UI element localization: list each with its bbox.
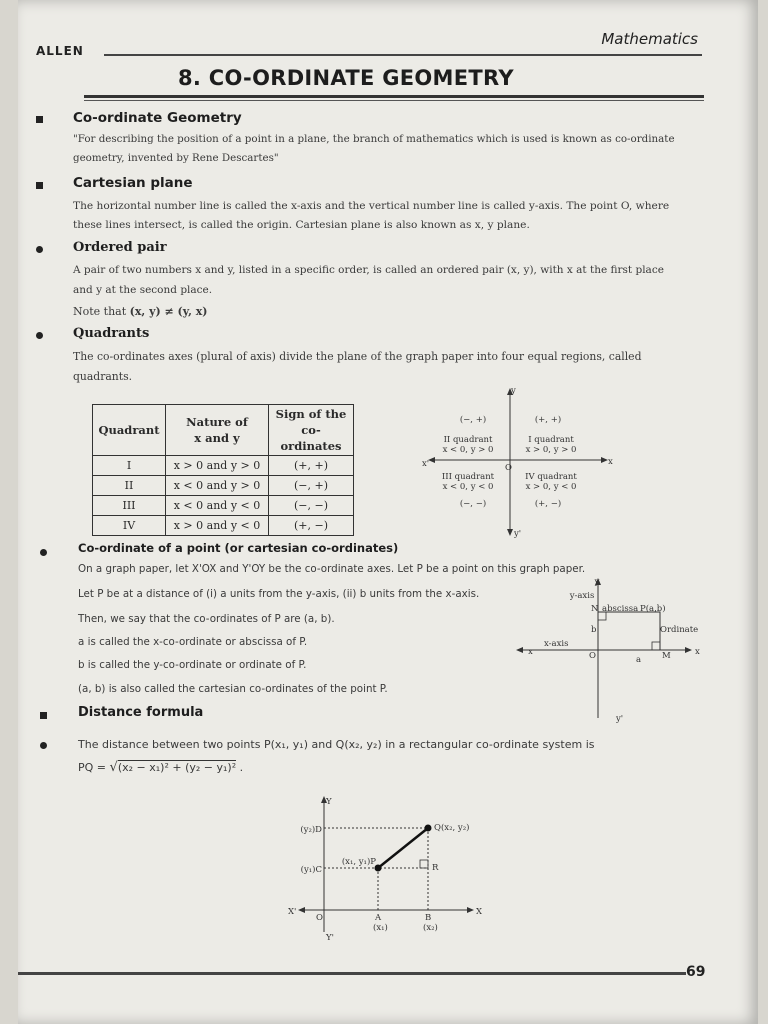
label-x-right: x (695, 647, 700, 657)
label-b-sub: (x₂) (423, 923, 438, 933)
quadrant-table (92, 404, 354, 536)
round-bullet-icon (40, 549, 47, 556)
label-ordinate: Ordinate (660, 625, 699, 635)
heading-ordered-pair: Ordered pair (73, 240, 167, 255)
q2-name: II quadrant (443, 435, 493, 445)
q1-cond: x > 0, y > 0 (525, 445, 577, 455)
label-b: b (591, 625, 597, 635)
cartesian-text-2: these lines intersect, is called the origin. Cartesian plane is also known as x, y plane. (73, 219, 530, 231)
coord-point-line-4: a is called the x-co-ordinate or abscissa of P. (78, 636, 308, 648)
arrow-left-icon (516, 647, 523, 653)
header-nature-1: Nature of (186, 415, 248, 429)
nature-cell: x > 0 and y > 0 (166, 456, 269, 476)
label-y-prime: y' (616, 714, 624, 724)
coord-point-line-5: b is called the y-co-ordinate or ordinate of P. (78, 659, 307, 671)
label-p: (x₁, y₁)P (341, 857, 376, 867)
q4-name: IV quadrant (525, 472, 577, 482)
quadrant-cell: IV (93, 516, 166, 536)
heading-coordinate-point: Co-ordinate of a point (or cartesian co-ordinates) (78, 541, 399, 555)
quadrant-cell: I (93, 456, 166, 476)
header-sign-1: Sign of the (275, 407, 347, 421)
arrow-right-icon (467, 907, 474, 913)
heading-distance-formula: Distance formula (78, 705, 204, 720)
quadrant-diagram (418, 384, 618, 540)
q2-cond: x < 0, y > 0 (442, 445, 494, 455)
distance-text-1: The distance between two points P(x₁, y₁) and Q(x₂, y₂) in a rectangular co-ordinate system is (78, 738, 595, 751)
arrow-right-icon (601, 457, 608, 463)
label-y-prime: Y' (326, 933, 334, 943)
coord-point-line-1: On a graph paper, let X'OX and Y'OY be the co-ordinate axes. Let P be a point on this graph paper. (78, 563, 586, 575)
table-row (93, 476, 354, 496)
label-b: B (425, 913, 432, 923)
q4-sign: (+, −) (534, 499, 562, 509)
label-y: Y (326, 797, 332, 807)
heading-cartesian-plane: Cartesian plane (73, 175, 193, 191)
label-x-axis: x-axis (544, 639, 569, 649)
right-angle-r (420, 860, 428, 868)
title-rule (84, 95, 704, 98)
quadrant-cell: III (93, 496, 166, 516)
arrow-left-icon (298, 907, 305, 913)
label-n: N (591, 604, 599, 614)
nature-cell: x < 0 and y > 0 (166, 476, 269, 496)
label-c: (y₁)C (300, 865, 322, 875)
round-bullet-icon (40, 742, 47, 749)
title-rule-thin (84, 100, 704, 101)
label-x-left: x (528, 647, 533, 657)
point-diagram (498, 576, 698, 726)
header-rule (104, 54, 702, 56)
textbook-page (18, 0, 758, 1024)
square-bullet-icon (40, 712, 47, 719)
ordered-pair-note (73, 302, 208, 321)
footer-rule (18, 972, 686, 975)
table-row (93, 496, 354, 516)
label-q: Q(x₂, y₂) (434, 823, 470, 833)
formula-radicand: (x₂ − x₁)² + (y₂ − y₁)² (117, 761, 237, 774)
right-angle-m (652, 642, 660, 650)
label-p: P(a,b) (640, 604, 666, 614)
round-bullet-icon (36, 332, 43, 339)
sqrt-icon: √ (109, 760, 118, 775)
coord-geometry-text-1: "For describing the position of a point in a plane, the branch of mathematics which is used is known as co-ordinate (73, 133, 675, 145)
heading-quadrants: Quadrants (73, 326, 150, 341)
label-a: a (636, 655, 642, 665)
table-row (93, 516, 354, 536)
quadrants-text-2: quadrants. (73, 370, 133, 383)
table-header-row (93, 405, 354, 456)
coord-point-line-3: Then, we say that the co-ordinates of P are (a, b). (78, 613, 335, 625)
header-quadrant: Quadrant (93, 405, 166, 456)
label-d: (y₂)D (300, 825, 322, 835)
label-x-prime: x' (422, 459, 430, 469)
point-q (425, 825, 432, 832)
label-m: M (662, 651, 671, 661)
segment-pq (378, 828, 428, 868)
label-x: X (476, 907, 483, 917)
ordered-pair-text-2: and y at the second place. (73, 284, 213, 296)
distance-formula (78, 758, 243, 777)
label-o: O (316, 913, 323, 923)
q1-name: I quadrant (528, 435, 574, 445)
q1-sign: (+, +) (534, 415, 562, 425)
note-prefix: Note that (73, 305, 130, 318)
sign-cell: (−, −) (269, 496, 354, 516)
heading-coordinate-geometry: Co-ordinate Geometry (73, 110, 242, 126)
label-y: y (511, 386, 516, 396)
q3-cond: x < 0, y < 0 (442, 482, 494, 492)
label-o: O (589, 651, 596, 661)
q3-name: III quadrant (441, 472, 495, 482)
formula-lhs: PQ = (78, 761, 107, 774)
coordinate-rectangle (598, 612, 660, 650)
label-a-sub: (x₁) (373, 923, 388, 933)
page-number: 69 (686, 964, 706, 980)
note-formula: (x, y) ≠ (y, x) (129, 305, 208, 318)
q2-sign: (−, +) (459, 415, 487, 425)
cartesian-text-1: The horizontal number line is called the x-axis and the vertical number line is called y-axis. The point O, where (73, 200, 670, 212)
subject-label: Mathematics (601, 30, 698, 48)
label-x: x (608, 457, 613, 467)
sign-cell: (+, +) (269, 456, 354, 476)
header-nature (166, 405, 269, 456)
header-sign (269, 405, 354, 456)
brand-logo: ALLEN (36, 44, 84, 58)
arrow-right-icon (685, 647, 692, 653)
label-x-prime: X' (288, 907, 297, 917)
square-bullet-icon (36, 116, 43, 123)
quadrant-cell: II (93, 476, 166, 496)
label-y-axis: y-axis (569, 591, 595, 601)
nature-cell: x > 0 and y < 0 (166, 516, 269, 536)
coord-geometry-text-2: geometry, invented by Rene Descartes" (73, 152, 279, 164)
label-a: A (375, 913, 382, 923)
label-origin: O (505, 463, 512, 473)
label-y-prime: y' (514, 529, 522, 539)
header-nature-2: x and y (194, 431, 240, 445)
coord-point-line-2: Let P be at a distance of (i) a units from the y-axis, (ii) b units from the x-axis. (78, 588, 480, 600)
chapter-title: 8. CO-ORDINATE GEOMETRY (178, 66, 514, 90)
label-y: y (594, 577, 600, 587)
formula-end: . (239, 761, 244, 774)
quadrants-text-1: The co-ordinates axes (plural of axis) divide the plane of the graph paper into four equal regions, called (73, 350, 642, 363)
distance-diagram (274, 792, 494, 942)
coord-point-line-6: (a, b) is also called the cartesian co-ordinates of the point P. (78, 683, 388, 695)
header-sign-2: co-ordinates (280, 423, 342, 453)
label-abscissa: abscissa (602, 604, 639, 614)
q4-cond: x > 0, y < 0 (525, 482, 577, 492)
sign-cell: (+, −) (269, 516, 354, 536)
table-row (93, 456, 354, 476)
round-bullet-icon (36, 246, 43, 253)
arrow-down-icon (507, 529, 513, 536)
ordered-pair-text-1: A pair of two numbers x and y, listed in a specific order, is called an ordered pair (x, y), with x at the first place (73, 264, 664, 276)
q3-sign: (−, −) (459, 499, 487, 509)
sign-cell: (−, +) (269, 476, 354, 496)
square-bullet-icon (36, 182, 43, 189)
label-r: R (432, 863, 439, 873)
nature-cell: x < 0 and y < 0 (166, 496, 269, 516)
